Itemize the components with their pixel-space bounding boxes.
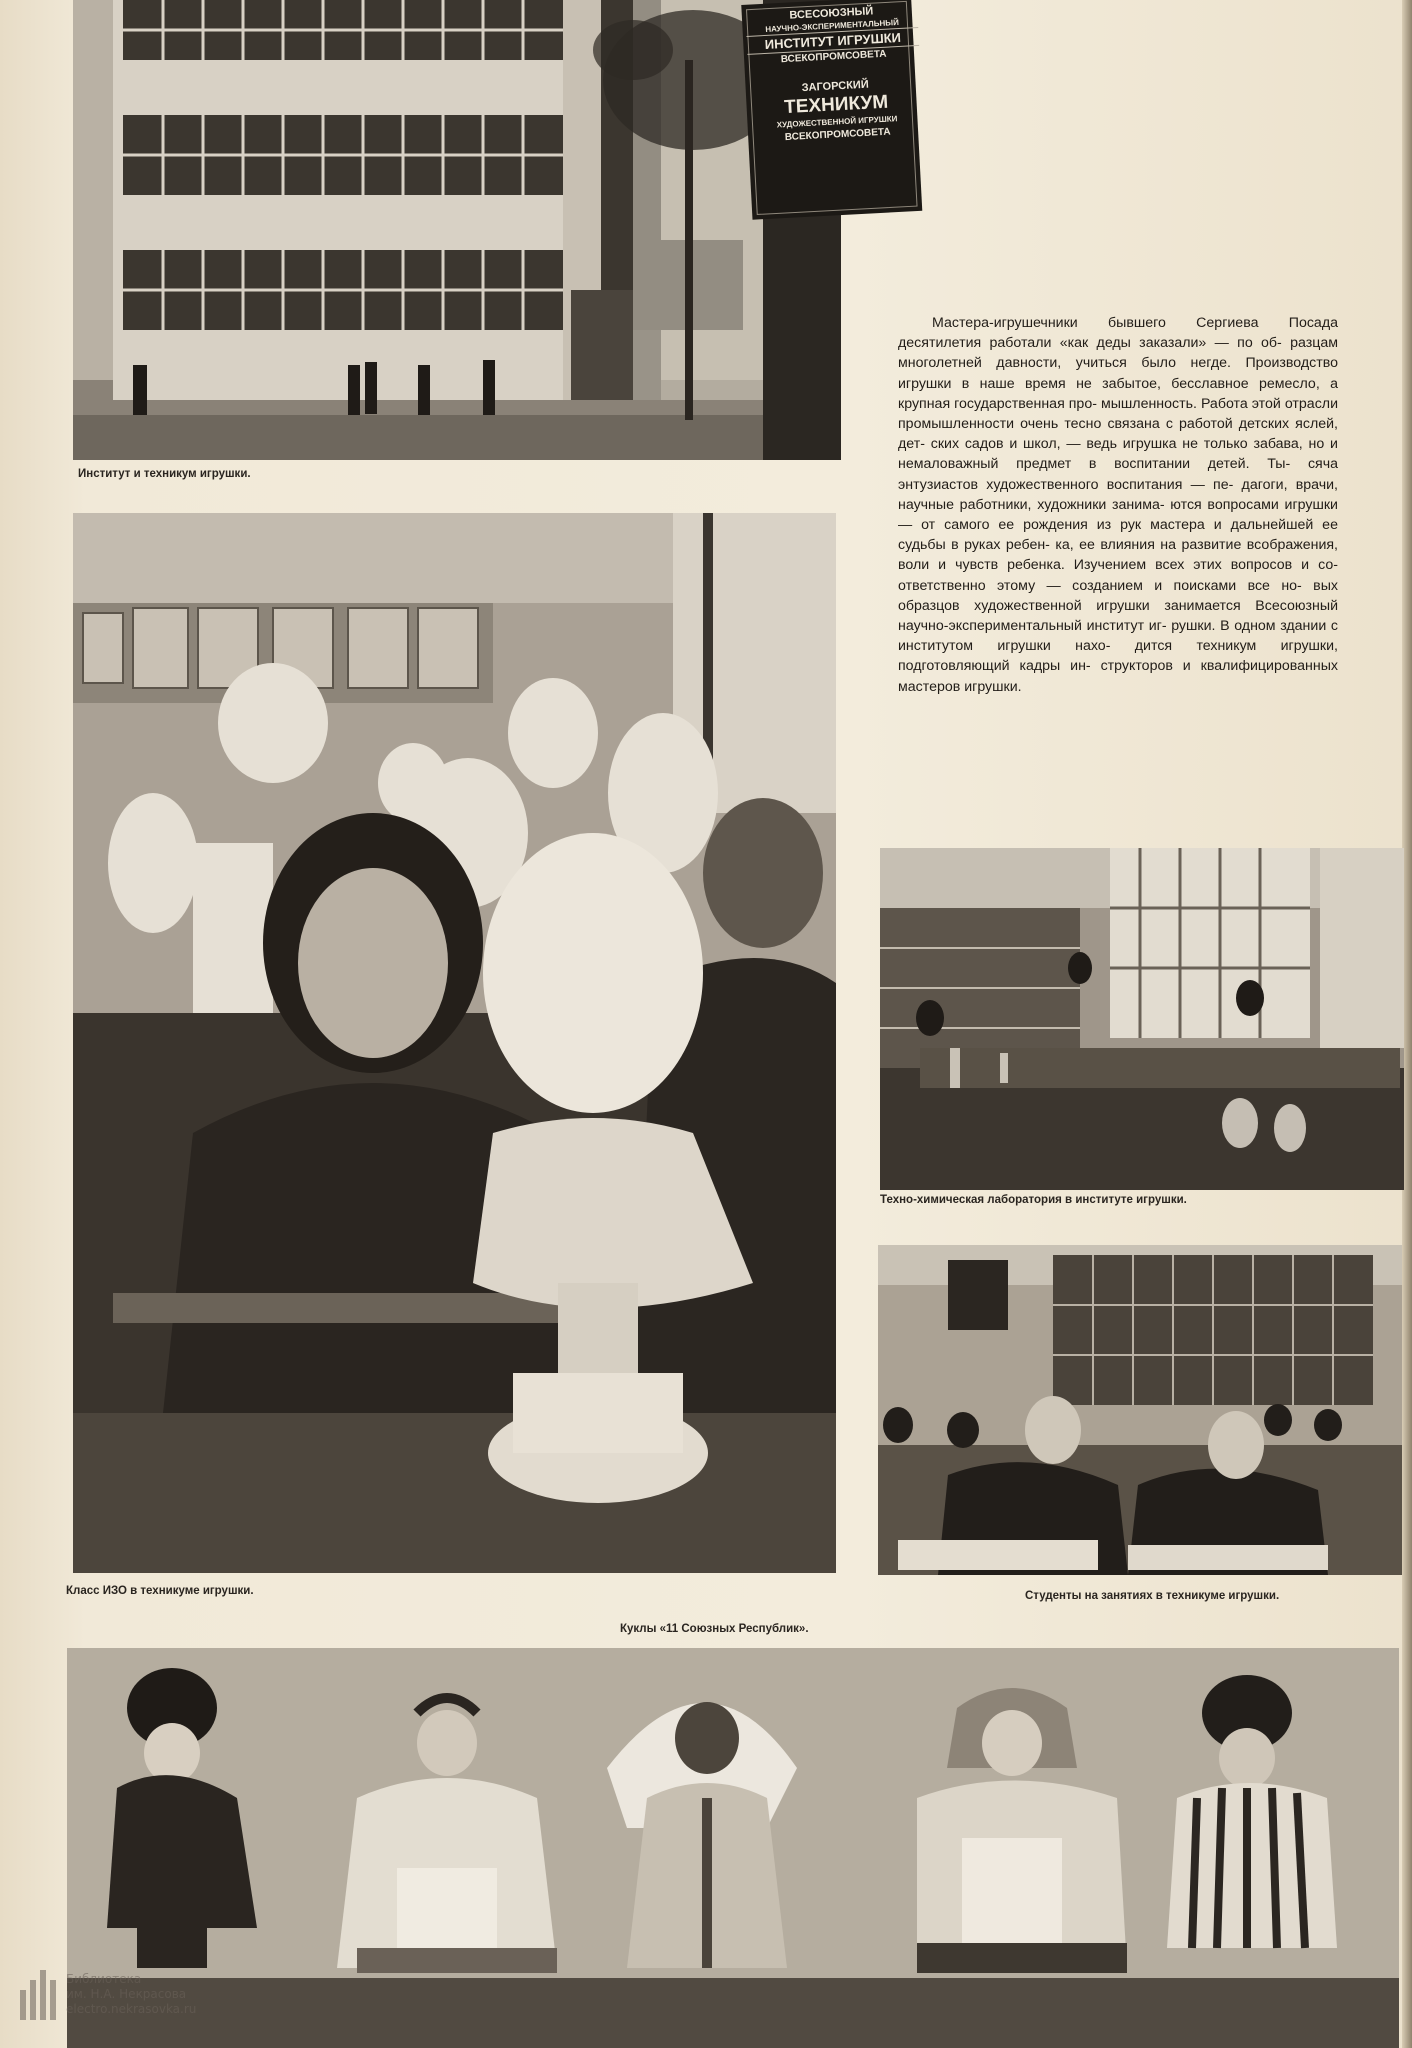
sign-line-7: ХУДОЖЕСТВЕННОЙ ИГРУШКИ	[776, 114, 898, 130]
article-line: очень тесно связана с работой детских яслей, дет-	[898, 416, 1338, 453]
article-line: мышленность. Работа этой отрасли промышленности	[898, 395, 1338, 433]
photo-art-class	[73, 513, 836, 1573]
caption-students: Студенты на занятиях в техникуме игрушки.	[1025, 1590, 1280, 1602]
caption-lab: Техно-химическая лаборатория в институте игрушки.	[880, 1194, 1187, 1206]
article-line: дится техникум игрушки, подготовляющий кадры ин-	[898, 638, 1338, 675]
sign-line-2: НАУЧНО-ЭКСПЕРИМЕНТАЛЬНЫЙ	[765, 17, 900, 34]
photo-chemistry-lab	[880, 848, 1404, 1190]
sign-line-3: ИНСТИТУТ ИГРУШКИ	[746, 27, 919, 55]
caption-building: Институт и техникум игрушки.	[78, 468, 251, 480]
photo-institute-building	[73, 0, 902, 460]
article-line: структоров и квалифицированных мастеров игрушки.	[898, 658, 1338, 695]
article-line: рушки. В одном здании с институтом игрушки нахо-	[898, 618, 1338, 655]
article-line: сяча энтузиастов художественного воспитания — пе-	[898, 456, 1338, 493]
article-line: чувств ребенка. Изучением всех этих вопросов и со-	[955, 557, 1338, 574]
article-line: ка, ее влияния на развитие всображения, воли и	[898, 537, 1338, 574]
article-line: ских садов и школ, — ведь игрушка не только забава,	[930, 436, 1303, 453]
article-paragraph	[898, 313, 1338, 697]
sign-line-5: ЗАГОРСКИЙ	[801, 78, 869, 95]
article-line: Мастера-игрушечники бывшего Сергиева Посада	[932, 315, 1338, 331]
article-text	[898, 313, 1338, 697]
sign-line-6: ТЕХНИКУМ	[783, 91, 889, 119]
article-line: Производство игрушки в наше время не забытое,	[898, 355, 1338, 392]
caption-dolls: Куклы «11 Союзных Республик».	[620, 1623, 809, 1635]
article-line: ются вопросами игрушки — от самого ее рождения из	[898, 496, 1338, 534]
article-line: но и немаловажный предмет в воспитании детей. Ты-	[898, 436, 1338, 473]
sign-line-8: ВСЕКОПРОМСОВЕТА	[784, 126, 891, 144]
article-line: дагоги, врачи, научные работники, художники занима-	[898, 476, 1338, 513]
article-line: разцам многолетней давности, учиться было негде.	[898, 335, 1339, 372]
sign-line-1: ВСЕСОЮЗНЫЙ	[789, 5, 874, 22]
article-line: ответственно этому — созданием и поисками все но-	[898, 577, 1302, 594]
sign-line-4: ВСЕКОПРОМСОВЕТА	[780, 48, 887, 66]
article-line: вых образцов художественной игрушки занимается	[898, 577, 1338, 614]
watermark-line-3: electro.nekrasovka.ru	[66, 2002, 197, 2016]
article-line: Всесоюзный научно-экспериментальный институт иг-	[898, 597, 1338, 635]
article-line: рук мастера и дальнейшей ее судьбы в руках ребен-	[898, 517, 1338, 554]
watermark-line-1: Библиотека	[66, 1972, 142, 1986]
photo-dolls	[67, 1648, 1399, 2048]
photo-students-class	[878, 1245, 1402, 1575]
watermark-line-2: им. Н.А. Некрасова	[66, 1987, 187, 2001]
caption-art-class: Класс ИЗО в техникуме игрушки.	[66, 1585, 254, 1597]
article-line: бесславное ремесло, а крупная государственная про-	[898, 375, 1338, 412]
library-watermark	[18, 1960, 208, 2030]
article-line: десятилетия работали «как деды заказали» — по об-	[898, 335, 1282, 352]
